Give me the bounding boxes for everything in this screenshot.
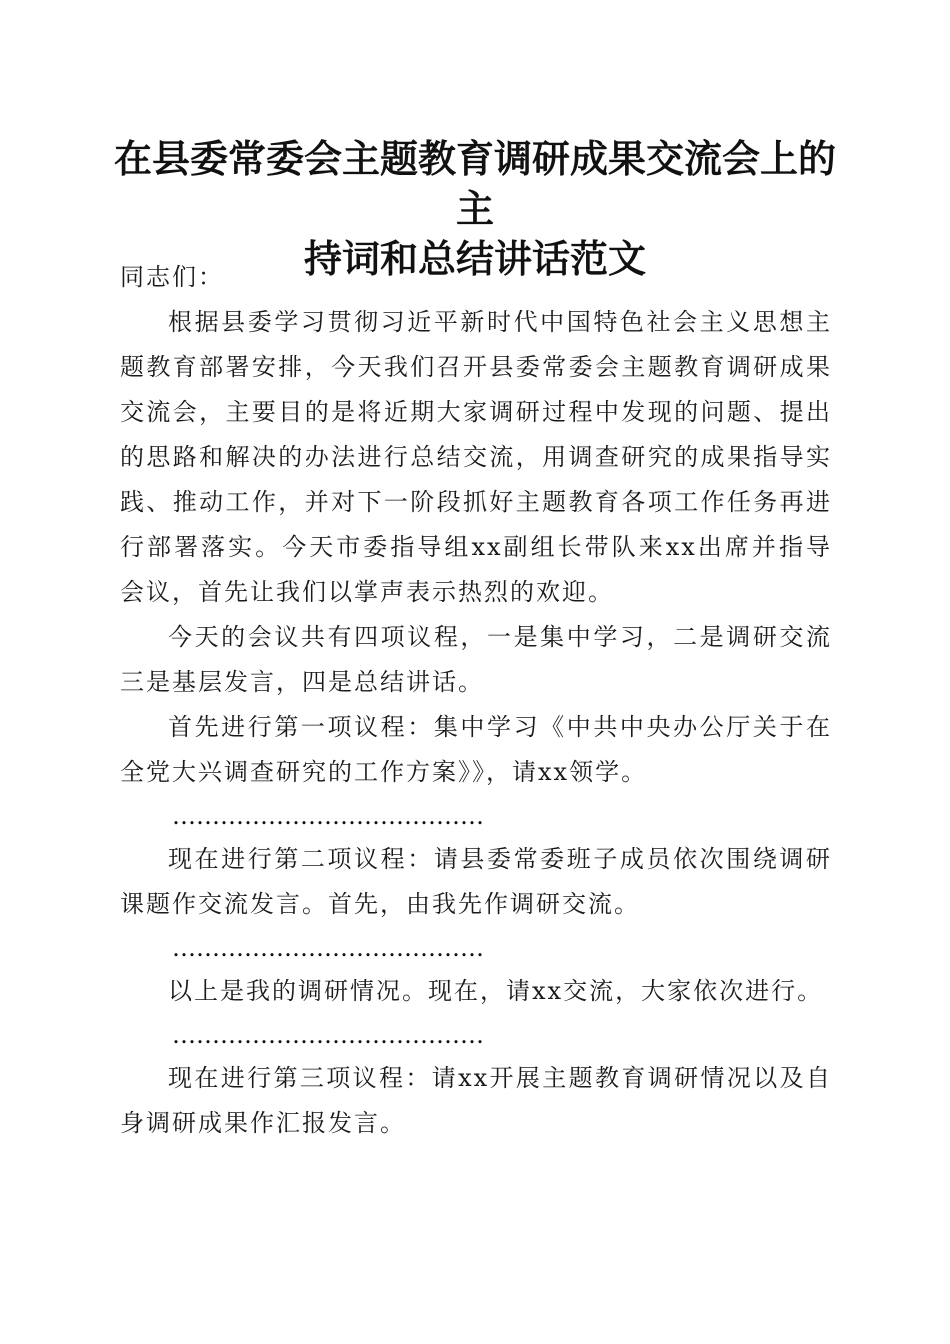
document-body: [120, 255, 832, 1146]
paragraph-exchange: 以上是我的调研情况。现在，请xx交流，大家依次进行。: [168, 977, 824, 1005]
ellipsis-separator: …………………………………: [172, 1021, 484, 1049]
paragraph-intro: 根据县委学习贯彻习近平新时代中国特色社会主义思想主题教育部署安排，今天我们召开县委常委会主题教育调研成果交流会，主要目的是将近期大家调研过程中发现的问题、提出的思路和解决的办法进行总结交流，用调查研究的成果指导实践、推动工作，并对下一阶段抓好主题教育各项工作任务再进行部署落实。今天市委指导组xx副组长带队来xx出席并指导会议，首先让我们以掌声表示热烈的欢迎。: [120, 308, 832, 606]
title-line-1: 在县委常委会主题教育调研成果交流会上的主: [113, 136, 836, 231]
paragraph-item-two: 现在进行第二项议程：请县委常委班子成员依次围绕调研课题作交流发言。首先，由我先作调研交流。: [120, 845, 832, 918]
ellipsis-separator: …………………………………: [172, 802, 484, 830]
title-line-2: 持词和总结讲话范文: [303, 236, 646, 281]
paragraph-item-three: 现在进行第三项议程：请xx开展主题教育调研情况以及自身调研成果作汇报发言。: [120, 1064, 832, 1137]
paragraph-item-one: 首先进行第一项议程：集中学习《中共中央办公厅关于在全党大兴调查研究的工作方案》》，请xx领学。: [120, 713, 832, 786]
salutation: 同志们：: [120, 263, 224, 291]
ellipsis-separator: …………………………………: [172, 934, 484, 962]
paragraph-agenda: 今天的会议共有四项议程，一是集中学习，二是调研交流三是基层发言，四是总结讲话。: [120, 623, 832, 696]
